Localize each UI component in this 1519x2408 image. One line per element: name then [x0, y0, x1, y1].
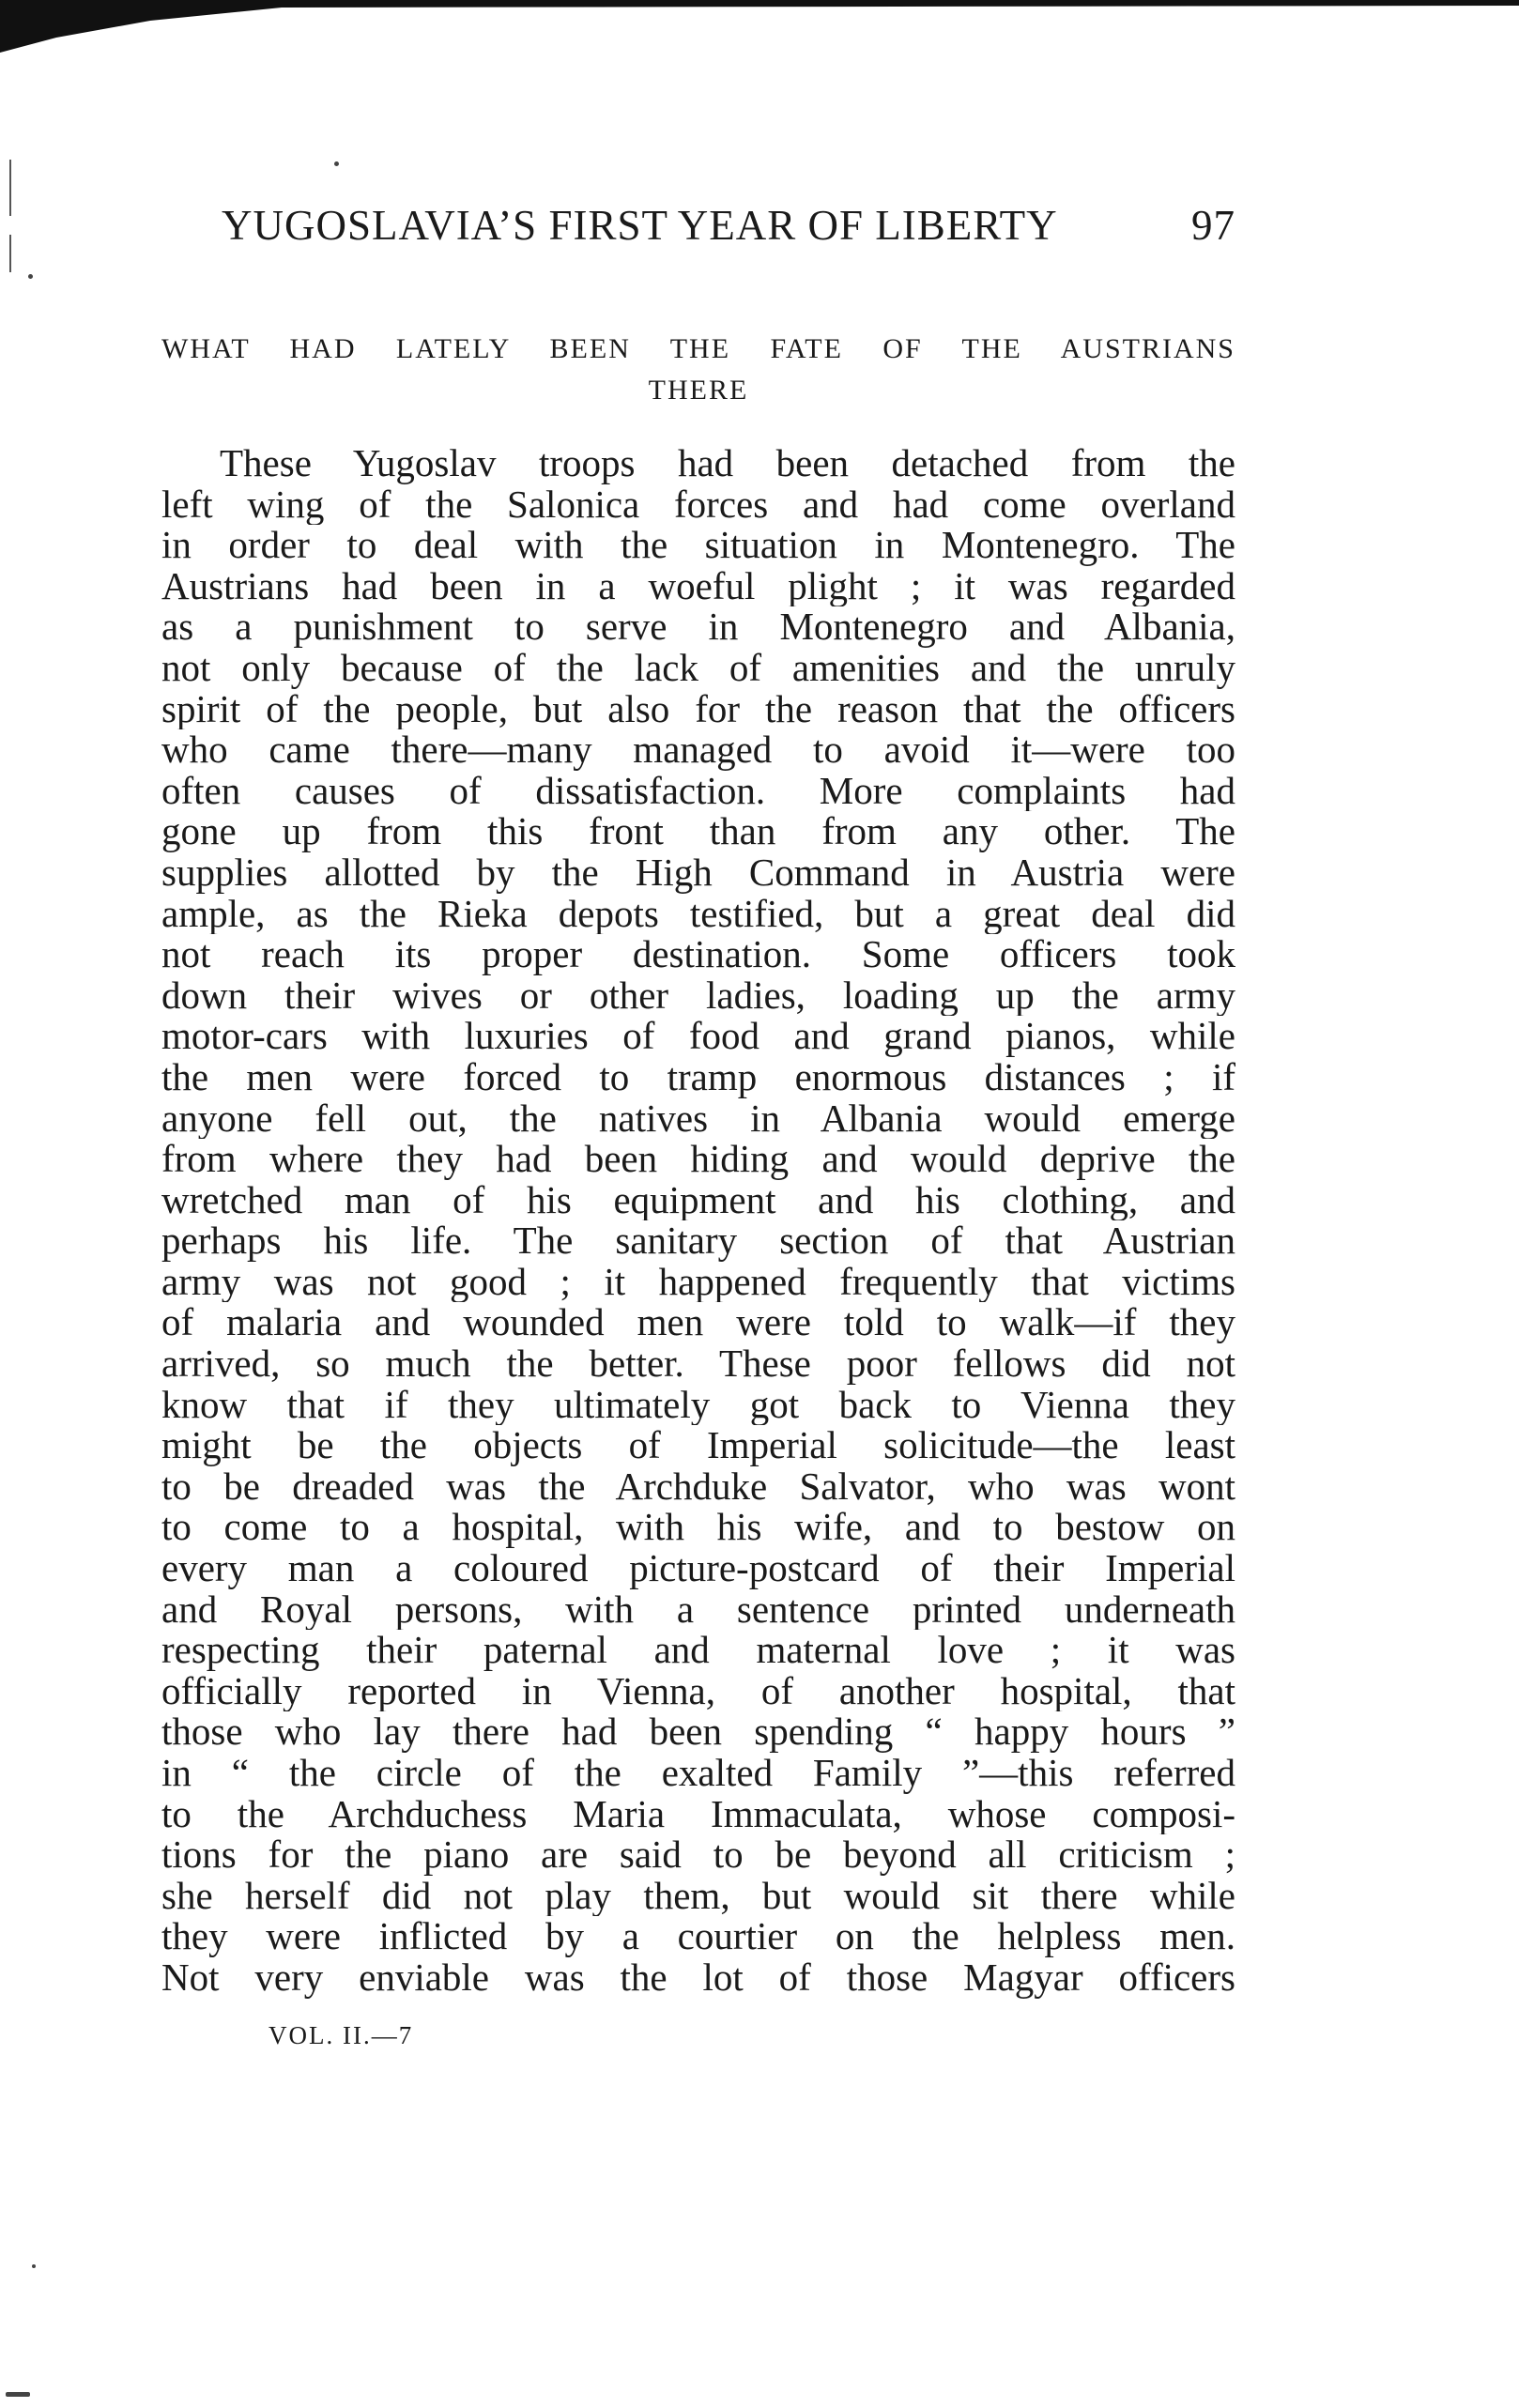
section-heading-line-2: THERE	[648, 375, 749, 406]
text-line: often causes of dissatisfaction. More complaints had	[161, 770, 1235, 812]
text-line: who came there—many managed to avoid it—were too	[161, 729, 1235, 771]
text-line: know that if they ultimately got back to Vienna they	[161, 1384, 1235, 1426]
section-heading-line-1: WHAT HAD LATELY BEEN THE FATE OF THE AUSTRIANS	[161, 333, 1235, 364]
scan-speck	[6, 2392, 30, 2397]
text-line: arrived, so much the better. These poor fellows did not	[161, 1343, 1235, 1385]
text-line: army was not good ; it happened frequently that victims	[161, 1261, 1235, 1303]
text-line: to come to a hospital, with his wife, and to bestow on	[161, 1507, 1235, 1549]
text-line: motor-cars with luxuries of food and grand pianos, while	[161, 1016, 1235, 1057]
body-paragraph	[161, 443, 1235, 1999]
text-line: supplies allotted by the High Command in Austria were	[161, 851, 1235, 894]
text-line: in “ the circle of the exalted Family ”—this referred	[161, 1753, 1235, 1794]
text-line: in order to deal with the situation in Montenegro. The	[161, 525, 1235, 566]
text-line: not reach its proper destination. Some officers took	[161, 934, 1235, 975]
text-line: to be dreaded was the Archduke Salvator, who was wont	[161, 1465, 1235, 1508]
scan-speck	[32, 2264, 36, 2268]
scan-speck	[334, 161, 339, 166]
text-line: she herself did not play them, but would sit there while	[161, 1875, 1235, 1917]
text-line: Austrians had been in a woeful plight ; it was regarded	[161, 565, 1235, 607]
text-line: and Royal persons, with a sentence printed underneath	[161, 1588, 1235, 1631]
running-head	[222, 192, 1235, 258]
text-line: tions for the piano are said to be beyond all criticism ;	[161, 1834, 1235, 1876]
text-line: ample, as the Rieka depots testified, but a great deal did	[161, 893, 1235, 935]
text-line: the men were forced to tramp enormous distances ; if	[161, 1056, 1235, 1098]
scan-speck	[28, 274, 33, 279]
section-heading	[161, 329, 1235, 411]
text-line: of malaria and wounded men were told to walk—if they	[161, 1302, 1235, 1344]
text-line: officially reported in Vienna, of another hospital, that	[161, 1670, 1235, 1712]
running-head-title: YUGOSLAVIA’S FIRST YEAR OF LIBERTY	[222, 202, 1058, 249]
text-line: left wing of the Salonica forces and had come overland	[161, 483, 1235, 526]
text-line: from where they had been hiding and would deprive the	[161, 1139, 1235, 1180]
text-line: not only because of the lack of amenities and the unruly	[161, 647, 1235, 689]
signature-mark: VOL. II.—7	[269, 2021, 414, 2049]
text-line: gone up from this front than from any other. The	[161, 811, 1235, 852]
text-line: to the Archduchess Maria Immaculata, whose composi-	[161, 1793, 1235, 1835]
page-number: 97	[1191, 202, 1235, 249]
text-line: respecting their paternal and maternal love ; it was	[161, 1630, 1235, 1671]
text-line: down their wives or other ladies, loading up the army	[161, 974, 1235, 1017]
text-line: as a punishment to serve in Montenegro and Albania,	[161, 606, 1235, 648]
scan-edge-shadow	[0, 0, 1519, 56]
text-line: spirit of the people, but also for the reason that the officers	[161, 688, 1235, 730]
text-line: they were inflicted by a courtier on the helpless men.	[161, 1916, 1235, 1957]
text-line: anyone fell out, the natives in Albania would emerge	[161, 1097, 1235, 1140]
text-line: Not very enviable was the lot of those Magyar officers	[161, 1956, 1235, 1999]
gutter-marks	[4, 160, 17, 291]
text-line: every man a coloured picture-postcard of their Imperial	[161, 1548, 1235, 1589]
text-line: These Yugoslav troops had been detached from the	[220, 443, 1235, 484]
text-line: wretched man of his equipment and his clothing, and	[161, 1179, 1235, 1221]
text-line: might be the objects of Imperial solicitude—the least	[161, 1425, 1235, 1466]
text-line: perhaps his life. The sanitary section of that Austrian	[161, 1220, 1235, 1262]
text-line: those who lay there had been spending “ happy hours ”	[161, 1711, 1235, 1753]
